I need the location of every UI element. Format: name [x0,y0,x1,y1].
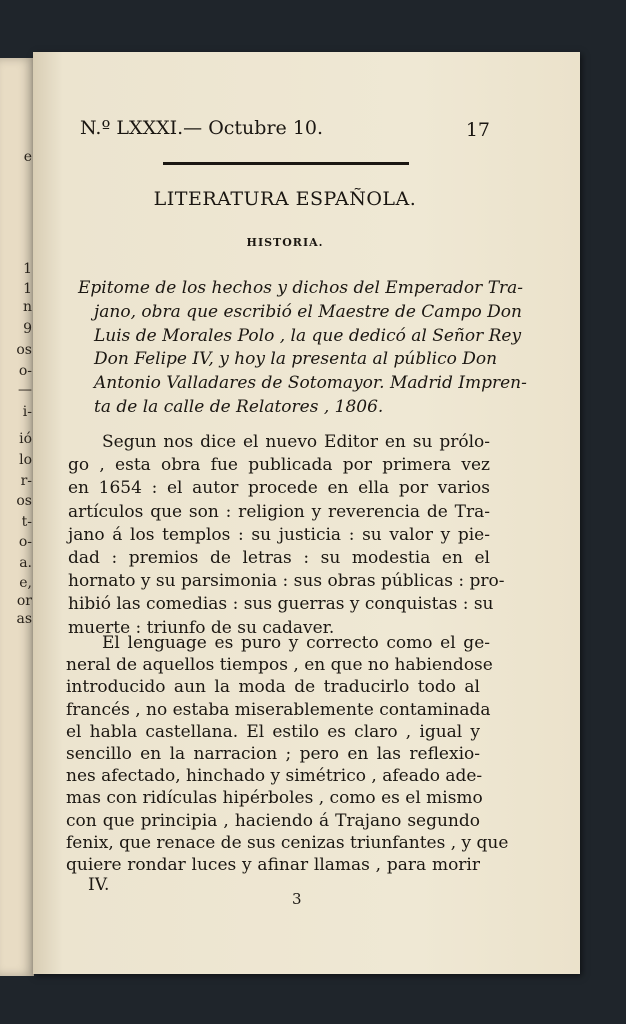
text-line: artículos que son : religion y reverencia de Tra- [68,501,490,522]
text-line: introducido aun la moda de traducirlo todo al [66,677,480,698]
text-line: muerte : triunfo de su cadaver. [68,617,335,638]
text-line: ta de la calle de Relatores , 1806. [94,397,384,417]
text-line: go , esta obra fue publicada por primera vez [68,455,490,476]
text-line: fenix, que renace de sus cenizas triunfantes , y que [66,832,509,853]
text-line: quiere rondar luces y afinar llamas , para morir [66,855,480,875]
left-page-fragment: e [23,149,32,165]
text-line: jano, obra que escribió el Maestre de Campo Don [94,301,522,322]
section-title: LITERATURA ESPAÑOLA. [153,188,417,210]
left-page-fragment: r- [20,473,32,489]
left-page-fragment: e, [19,575,32,591]
text-line: dad : premios de letras : su modestia en el [68,548,490,568]
text-line: sencillo en la narracion ; pero en las reflexio- [66,744,480,764]
left-page-fragment: a. [19,555,32,571]
gathering-mark: 3 [292,890,302,908]
text-line: Don Felipe IV, y hoy la presenta al público Don [94,349,498,370]
left-page-fragment: os [16,342,32,358]
text-line: hornato y su parsimonia : sus obras públicas : pro- [68,571,505,592]
subsection-heading: HISTORIA. [246,236,324,249]
left-page-fragment: as [16,611,32,627]
issue-number-date: N.º LXXXI.— Octubre 10. [80,117,324,139]
left-page-fragment: 9 [23,321,32,337]
left-page-fragment: — [18,382,32,398]
text-line: Antonio Valladares de Sotomayor. Madrid Impren- [94,373,527,394]
left-page-fragment: ió [19,431,32,447]
left-page-fragment: os [16,493,32,509]
left-page-fragment: lo [19,452,32,468]
text-line: mas con ridículas hipérboles , como es el mismo [66,788,483,809]
text-line: hibió las comedias : sus guerras y conquistas : su [68,594,494,615]
page-number: 17 [465,119,490,141]
left-page-fragment: or [16,593,32,609]
left-page-fragment: o- [18,534,32,550]
text-line: francés , no estaba miserablemente contaminada [66,699,491,720]
text-line: en 1654 : el autor procede en ella por varios [68,478,490,499]
left-page-fragment: 1 [23,281,32,297]
left-page-fragment: n [22,299,32,315]
signature-mark: IV. [88,875,110,895]
left-page-fragment: 1 [23,261,32,277]
text-line: Luis de Morales Polo , la que dedicó al Señor Rey [94,325,522,346]
header-rule [163,162,409,165]
left-page-fragment: o- [18,363,32,379]
text-line: neral de aquellos tiempos , en que no habiendose [66,655,493,676]
text-line: el habla castellana. El estilo es claro , igual y [66,721,480,742]
left-page-fragment: i- [22,404,32,420]
text-line: El lenguage es puro y correcto como el ge- [102,633,490,653]
text-line: nes afectado, hinchado y simétrico , afeado ade- [66,766,483,787]
text-line: Segun nos dice el nuevo Editor en su prólo- [102,432,490,452]
text-line: Epitome de los hechos y dichos del Emperador Tra- [78,278,524,298]
left-page-fragment: t- [21,514,32,530]
text-line: con que principia , haciendo á Trajano segundo [66,810,480,831]
page-header [80,117,490,143]
text-line: jano á los templos : su justicia : su valor y pie- [68,524,490,545]
